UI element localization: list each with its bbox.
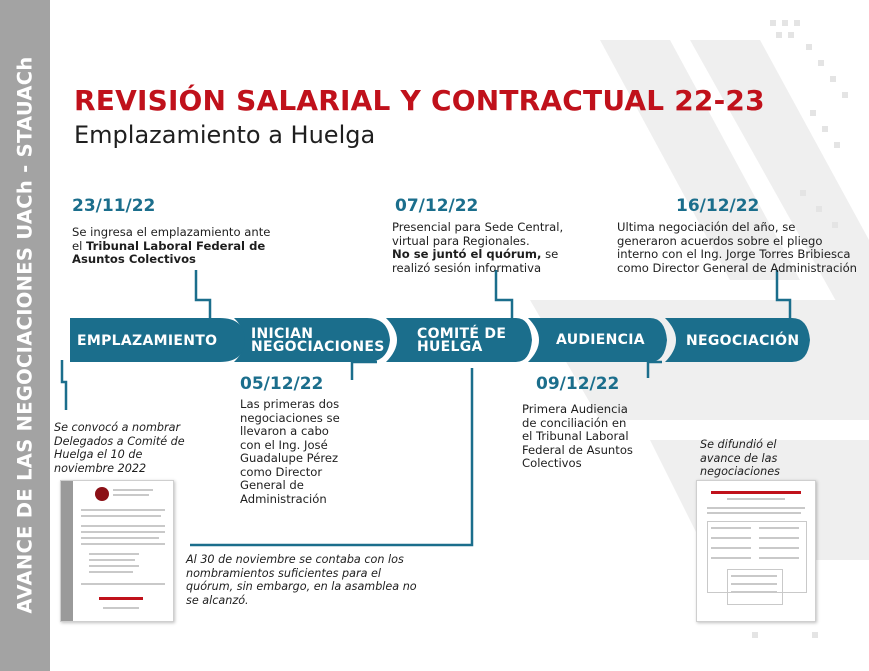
- event-date-05-12-22: 05/12/22: [240, 374, 324, 394]
- stage-label-inician-negociaciones: INICIAN NEGOCIACIONES: [251, 326, 385, 355]
- event-text-05-12-22: Las primeras dos negociaciones se llevaron a cabo con el Ing. José Guadalupe Pérez como Director General de Administración: [240, 397, 340, 506]
- event-text-23-11-22: Se ingresa el emplazamiento ante el Tribunal Laboral Federal de Asuntos Colectivos: [72, 225, 271, 266]
- stage-label-comite-de-huelga: COMITÉ DE HUELGA: [417, 326, 507, 355]
- convocatoria-document-thumbnail: [60, 480, 174, 622]
- stage-label-audiencia: AUDIENCIA: [556, 332, 645, 348]
- stage-label-negociacion: NEGOCIACIÓN: [686, 333, 800, 349]
- note-difusion: Se difundió el avance de las negociaciones: [700, 438, 780, 478]
- event-text-09-12-22: Primera Audiencia de conciliación en el Tribunal Laboral Federal de Asuntos Colectivos: [522, 402, 633, 470]
- note-convocatoria: Se convocó a nombrar Delegados a Comité de Huelga el 10 de noviembre 2022: [54, 421, 185, 475]
- event-text-07-12-22: Presencial para Sede Central, virtual para Regionales. No se juntó el quórum, se realizó sesión informativa: [392, 220, 564, 275]
- avance-document-thumbnail: [696, 480, 816, 622]
- page-title: REVISIÓN SALARIAL Y CONTRACTUAL 22-23: [74, 84, 765, 117]
- event-date-16-12-22: 16/12/22: [676, 196, 760, 216]
- note-30-noviembre: Al 30 de noviembre se contaba con los nombramientos suficientes para el quórum, sin embargo, en la asamblea no se alcanzó.: [186, 553, 417, 607]
- stage-label-emplazamiento: EMPLAZAMIENTO: [77, 333, 218, 349]
- event-text-16-12-22: Ultima negociación del año, se generaron acuerdos sobre el pliego interno con el Ing. Jorge Torres Bribiesca como Director General de Administración: [617, 220, 858, 275]
- event-date-09-12-22: 09/12/22: [536, 374, 620, 394]
- event-date-07-12-22: 07/12/22: [395, 196, 479, 216]
- sidebar-title: AVANCE DE LAS NEGOCIACIONES UACh - STAUACh: [13, 56, 37, 614]
- event-date-23-11-22: 23/11/22: [72, 196, 156, 216]
- page-subtitle: Emplazamiento a Huelga: [74, 121, 376, 149]
